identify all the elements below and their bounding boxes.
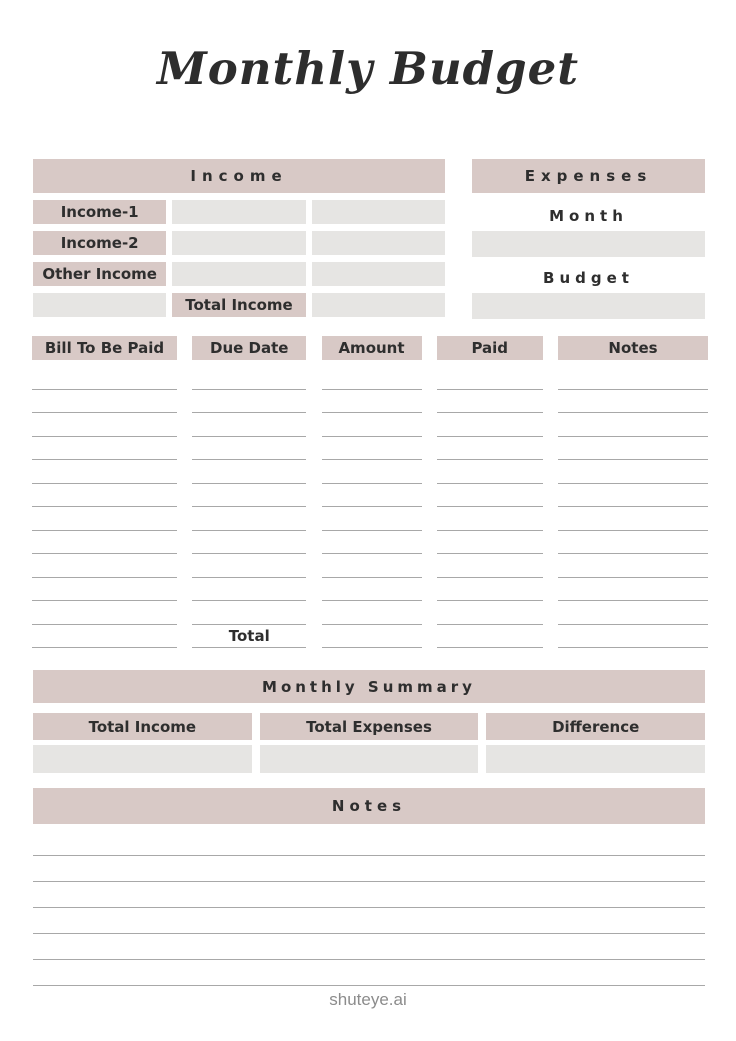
rule-line[interactable]	[32, 531, 177, 555]
rule-line[interactable]	[437, 460, 543, 484]
rule-line[interactable]	[32, 413, 177, 437]
other-income-field[interactable]	[172, 262, 305, 286]
rule-line[interactable]	[32, 554, 177, 578]
bills-column-notes	[558, 336, 708, 648]
rule-line[interactable]	[33, 882, 705, 908]
rule-line[interactable]	[322, 460, 422, 484]
rule-line[interactable]	[437, 554, 543, 578]
income-2-field-2[interactable]	[312, 231, 445, 255]
rule-line[interactable]	[322, 366, 422, 390]
rule-line[interactable]	[192, 554, 306, 578]
rule-line[interactable]	[437, 366, 543, 390]
rule-line[interactable]	[558, 484, 708, 508]
rule-line[interactable]	[437, 601, 543, 625]
budget-field[interactable]	[472, 293, 705, 319]
rule-line[interactable]	[322, 390, 422, 414]
rule-line[interactable]	[192, 390, 306, 414]
other-income-label: Other Income	[33, 262, 166, 286]
paid-lines	[437, 366, 543, 648]
rule-line[interactable]	[33, 856, 705, 882]
due-date-header: Due Date	[192, 336, 306, 360]
rule-line[interactable]	[32, 366, 177, 390]
total-income-label: Total Income	[172, 293, 305, 317]
rule-line[interactable]	[32, 390, 177, 414]
total-income-left-field[interactable]	[33, 293, 166, 317]
rule-line[interactable]	[32, 601, 177, 625]
rule-line[interactable]	[192, 413, 306, 437]
amount-header: Amount	[322, 336, 422, 360]
monthly-summary-header: Monthly Summary	[33, 670, 705, 703]
income-1-field[interactable]	[172, 200, 305, 224]
rule-line[interactable]	[322, 484, 422, 508]
notes-column-lines	[558, 366, 708, 648]
page-title: Monthly Budget	[156, 42, 580, 95]
notes-column-header: Notes	[558, 336, 708, 360]
income-section-header: Income	[33, 159, 445, 193]
rule-line[interactable]	[322, 531, 422, 555]
income-1-field-2[interactable]	[312, 200, 445, 224]
rule-line[interactable]	[558, 578, 708, 602]
bills-column-paid	[437, 336, 543, 648]
monthly-summary-section	[33, 670, 705, 773]
rule-line[interactable]	[437, 625, 543, 649]
summary-total-income-field[interactable]	[33, 745, 252, 773]
income-row-1	[33, 200, 445, 224]
summary-total-income-header: Total Income	[33, 713, 252, 740]
rule-line[interactable]	[322, 437, 422, 461]
budget-label: Budget	[543, 269, 634, 287]
rule-line[interactable]	[437, 531, 543, 555]
notes-section-header: Notes	[33, 788, 705, 824]
rule-line[interactable]	[322, 554, 422, 578]
rule-line[interactable]	[32, 484, 177, 508]
rule-line[interactable]	[192, 460, 306, 484]
rule-line[interactable]	[437, 437, 543, 461]
rule-line[interactable]	[33, 908, 705, 934]
amount-lines	[322, 366, 422, 648]
rule-line[interactable]	[558, 625, 708, 649]
rule-line[interactable]	[192, 601, 306, 625]
rule-line[interactable]	[558, 554, 708, 578]
bill-to-be-paid-lines	[32, 366, 177, 648]
rule-line[interactable]	[437, 507, 543, 531]
income-section	[33, 159, 445, 319]
notes-lines	[33, 830, 705, 986]
rule-line[interactable]	[192, 578, 306, 602]
rule-line[interactable]	[322, 413, 422, 437]
rule-line[interactable]	[32, 578, 177, 602]
bills-column-bill-to-be-paid	[32, 336, 177, 648]
rule-line[interactable]	[558, 460, 708, 484]
summary-difference-field[interactable]	[486, 745, 705, 773]
rule-line[interactable]	[437, 413, 543, 437]
rule-line[interactable]	[192, 531, 306, 555]
bill-to-be-paid-header: Bill To Be Paid	[32, 336, 177, 360]
footer-watermark: shuteye.ai	[329, 990, 407, 1009]
rule-line[interactable]	[558, 366, 708, 390]
summary-column-headers	[33, 713, 705, 740]
rule-line[interactable]	[322, 601, 422, 625]
summary-difference-header: Difference	[486, 713, 705, 740]
due-date-lines	[192, 366, 306, 648]
rule-line[interactable]	[33, 960, 705, 986]
paid-header: Paid	[437, 336, 543, 360]
rule-line[interactable]	[558, 437, 708, 461]
expenses-section-header: Expenses	[472, 159, 705, 193]
month-label: Month	[549, 207, 628, 225]
rule-line[interactable]	[437, 484, 543, 508]
income-2-label: Income-2	[33, 231, 166, 255]
rule-line[interactable]	[437, 390, 543, 414]
rule-line[interactable]	[32, 507, 177, 531]
month-field[interactable]	[472, 231, 705, 257]
expenses-section	[472, 159, 705, 319]
other-income-field-2[interactable]	[312, 262, 445, 286]
rule-line[interactable]	[322, 625, 422, 649]
rule-line[interactable]	[558, 413, 708, 437]
income-1-label: Income-1	[33, 200, 166, 224]
rule-line[interactable]	[322, 578, 422, 602]
rule-line[interactable]	[558, 507, 708, 531]
rule-line[interactable]	[322, 507, 422, 531]
rule-line[interactable]	[192, 484, 306, 508]
rule-line[interactable]	[558, 601, 708, 625]
summary-total-expenses-field[interactable]	[260, 745, 479, 773]
bills-column-due-date	[192, 336, 306, 648]
income-row-2	[33, 231, 445, 255]
total-income-row	[33, 293, 445, 317]
other-income-row	[33, 262, 445, 286]
bills-table	[32, 336, 708, 648]
rule-line[interactable]	[32, 460, 177, 484]
notes-section	[33, 788, 705, 986]
rule-line[interactable]	[32, 437, 177, 461]
income-2-field[interactable]	[172, 231, 305, 255]
top-section	[33, 159, 705, 319]
bills-column-amount	[322, 336, 422, 648]
rule-line[interactable]	[558, 531, 708, 555]
rule-line[interactable]	[558, 390, 708, 414]
summary-value-fields	[33, 745, 705, 773]
rule-line[interactable]	[192, 366, 306, 390]
total-label: Total	[228, 627, 270, 645]
rule-line[interactable]	[32, 625, 177, 649]
rule-line[interactable]	[33, 830, 705, 856]
total-income-field[interactable]	[312, 293, 445, 317]
rule-line[interactable]	[33, 934, 705, 960]
rule-line[interactable]	[192, 507, 306, 531]
summary-total-expenses-header: Total Expenses	[260, 713, 479, 740]
rule-line[interactable]	[437, 578, 543, 602]
rule-line[interactable]	[192, 437, 306, 461]
